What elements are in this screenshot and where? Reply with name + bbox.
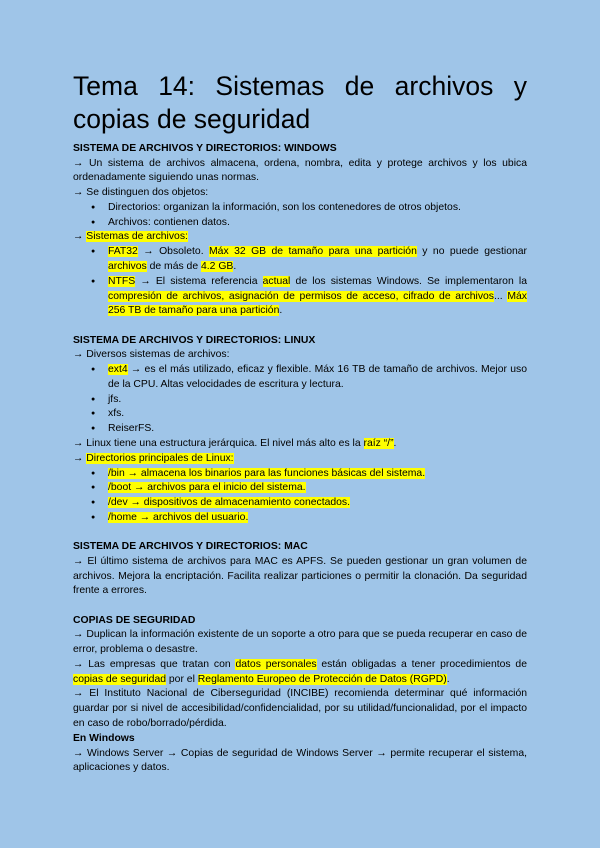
text: . [393, 438, 397, 450]
text: . [233, 261, 237, 273]
backup-paragraph-4: → Windows Server → Copias de seguridad de Windows Server → permite recuperar el sistema, aplicaciones y datos. [73, 747, 527, 774]
mac-heading: SISTEMA DE ARCHIVOS Y DIRECTORIOS: MAC [73, 541, 308, 553]
text: ... [494, 290, 508, 302]
list-item [108, 496, 527, 511]
text: por el [166, 673, 198, 685]
windows-heading: SISTEMA DE ARCHIVOS Y DIRECTORIOS: WINDOWS [73, 143, 337, 154]
backup-paragraph-1: → Duplican la información existente de un soporte a otro para que se pueda recuperar en caso de error, problema o desastre. [73, 629, 527, 656]
text: . [446, 673, 450, 685]
backup-paragraph-3: → El Instituto Nacional de Ciberseguridad (INCIBE) recomienda determinar qué información guardar por si nivel de accesibilidad/confidencialidad, por su utilidad/funcionalidad, por el impacto en caso de robo/borrado/pérdida. [73, 688, 527, 729]
filesystems-list [73, 245, 527, 319]
arrow-text: → [73, 231, 87, 243]
subheading-text: En Windows [73, 732, 135, 744]
linux-filesystems-list [73, 363, 527, 437]
text: de los sistemas Windows. Se implementaron la [290, 275, 527, 287]
highlight: /bin → almacena los binarios para las funciones básicas del sistema. [108, 467, 426, 479]
highlight: NTFS [108, 275, 136, 287]
highlight: Reglamento Europeo de Protección de Datos (RGPD) [197, 673, 447, 685]
list-item: ● xfs. [108, 407, 527, 422]
list-item: ● jfs. [108, 393, 527, 408]
text: de más de [146, 261, 201, 273]
highlight: Máx 256 TB de tamaño para una partición [108, 290, 527, 317]
highlight: ext4 [108, 364, 128, 376]
text: → es el más utilizado, eficaz y flexible. Máx 16 TB de tamaño de archivos. Mejor uso de la CPU. Altas velocidades de escritura y lectura. [108, 364, 527, 390]
linux-paragraph-3 [73, 452, 527, 467]
highlight: compresión de archivos, asignación de permisos de acceso, cifrado de archivos [108, 290, 494, 302]
text: → El sistema referencia [135, 275, 263, 287]
list-item: ● ReiserFS. [108, 422, 527, 437]
arrow-text: → [73, 452, 87, 464]
backup-paragraph-2 [73, 658, 527, 688]
linux-directories-list [73, 467, 527, 526]
list-item-fat32 [108, 245, 527, 275]
list-item-ntfs [108, 275, 527, 319]
list-item-ext4 [108, 363, 527, 393]
windows-paragraph-2: → Se distinguen dos objetos: [73, 187, 209, 199]
text: . [279, 305, 283, 317]
text: → Linux tiene una estructura jerárquica. El nivel más alto es la [73, 438, 364, 450]
mac-paragraph-1: → El último sistema de archivos para MAC es APFS. Se pueden gestionar un gran volumen de archivos. Mejora la encriptación. Facilita realizar particiones o permitir la clonación. Da seguridad frente a errores. [73, 555, 527, 597]
highlight: 4.2 GB [201, 261, 234, 273]
windows-paragraph-1: → Un sistema de archivos almacena, ordena, nombra, edita y protege archivos y los ubica ordenadamente siguiendo unas normas. [73, 157, 527, 184]
text: → Obsoleto. [137, 246, 210, 258]
list-item: ● Archivos: contienen datos. [108, 216, 527, 231]
linux-paragraph-1: → Diversos sistemas de archivos: [73, 349, 230, 361]
text: están obligadas a tener procedimientos de [316, 658, 527, 670]
highlight: copias de seguridad [73, 673, 167, 685]
linux-paragraph-2 [73, 437, 527, 452]
text: y no puede gestionar [416, 246, 527, 258]
highlight: /home → archivos del usuario. [108, 512, 249, 524]
highlight: Directorios principales de Linux: [86, 452, 234, 464]
highlight: Máx 32 GB de tamaño para una partición [209, 246, 417, 258]
backup-heading: COPIAS DE SEGURIDAD [73, 614, 196, 626]
text: → Las empresas que tratan con [73, 658, 236, 670]
backup-subheading [73, 732, 527, 747]
highlight: raíz “/” [363, 438, 394, 450]
highlight: actual [262, 275, 291, 287]
linux-heading: SISTEMA DE ARCHIVOS Y DIRECTORIOS: LINUX [73, 334, 316, 346]
highlight: FAT32 [108, 246, 138, 258]
list-item [108, 511, 527, 526]
highlight: /boot → archivos para el inicio del sistema. [108, 482, 306, 494]
list-item [108, 481, 527, 496]
highlight: Sistemas de archivos: [86, 231, 188, 243]
list-item: ● Directorios: organizan la información, son los contenedores de otros objetos. [108, 201, 527, 216]
highlight: archivos [108, 261, 147, 273]
highlight: /dev → dispositivos de almacenamiento conectados. [108, 497, 351, 509]
list-item [108, 467, 527, 482]
highlight: datos personales [235, 658, 317, 670]
page-title: Tema 14: Sistemas de archivos y copias de seguridad [73, 71, 527, 134]
windows-paragraph-3 [73, 230, 527, 245]
objects-list [73, 201, 527, 231]
